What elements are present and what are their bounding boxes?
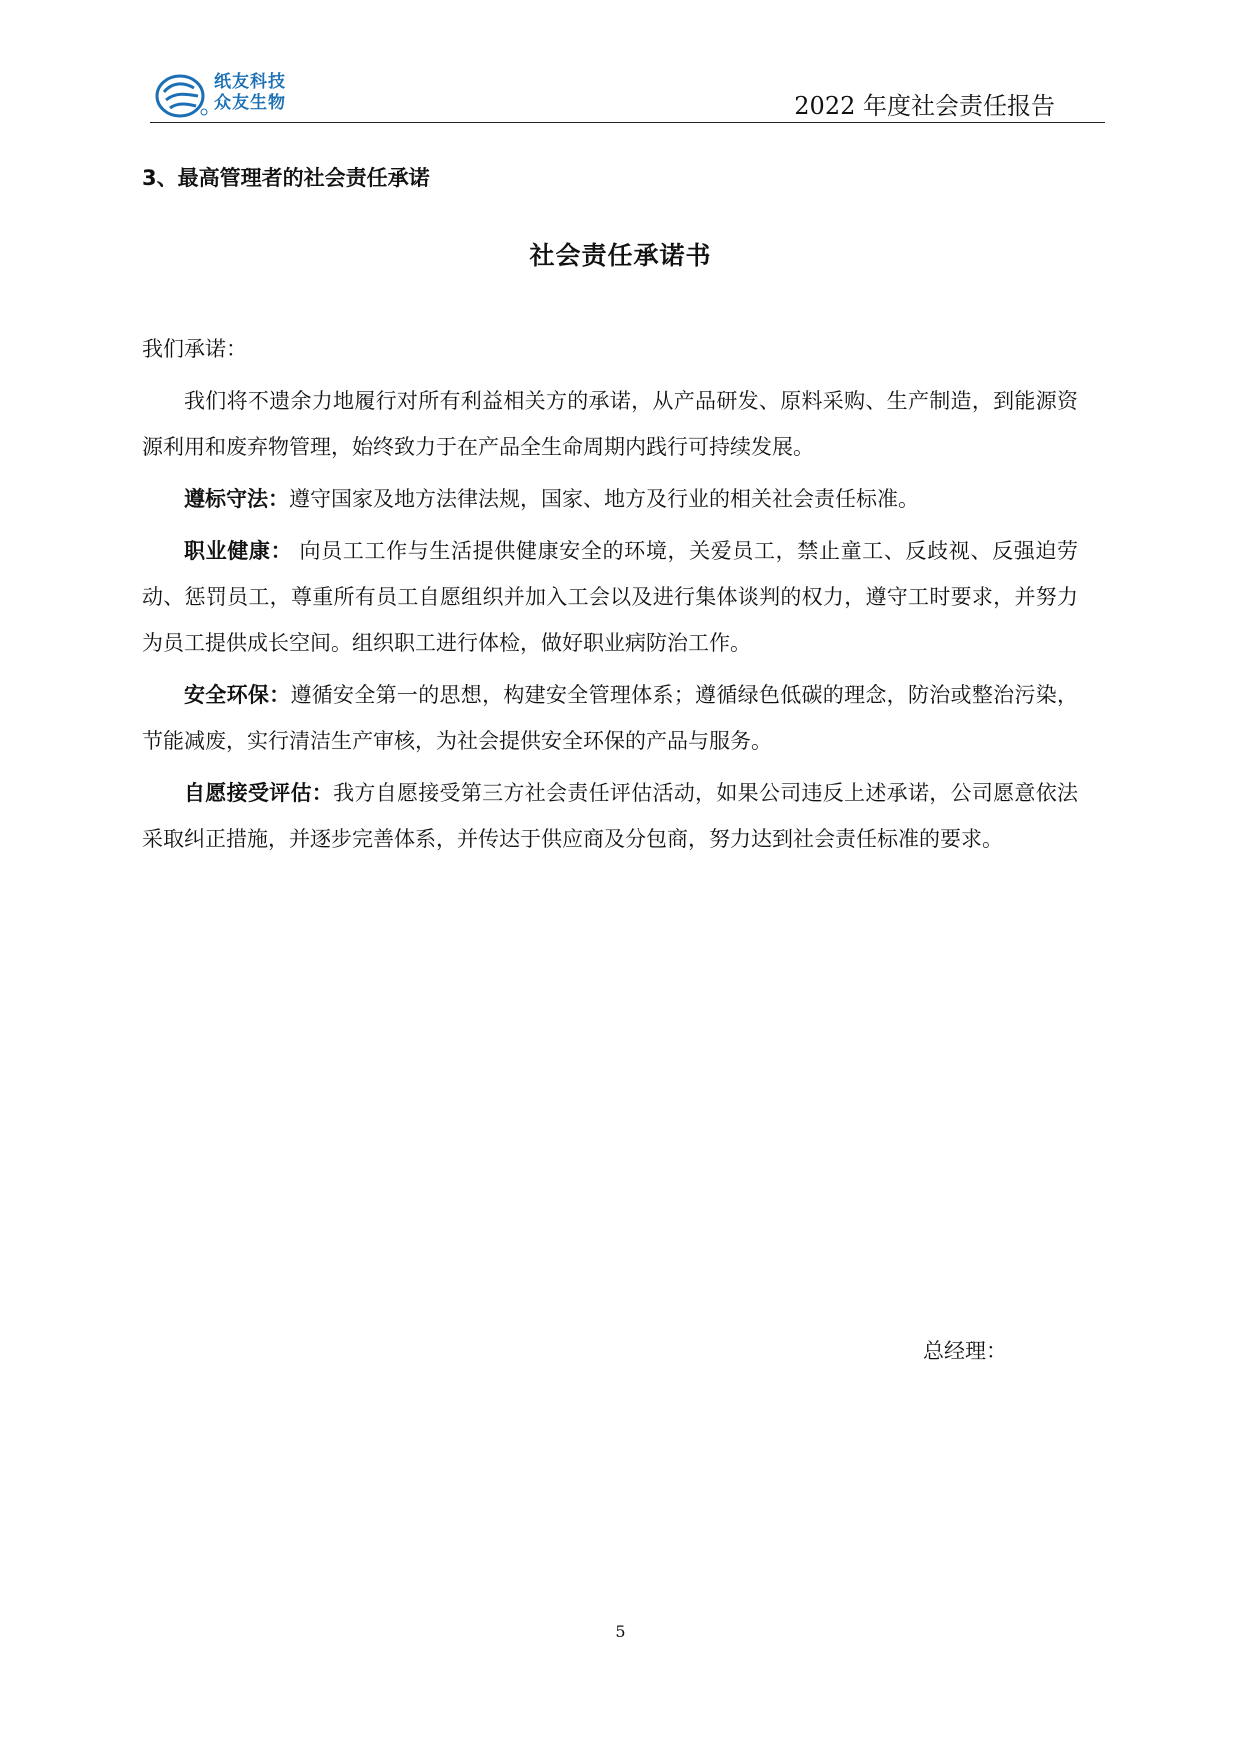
commitment-lead: 遵标守法： bbox=[184, 487, 289, 511]
document-title: 社会责任承诺书 bbox=[529, 241, 712, 270]
commitment-text: 向员工工作与生活提供健康安全的环境，关爱员工，禁止童工、反歧视、反强迫劳动、惩罚员工，尊重所有员工自愿组织并加入工会以及进行集体谈判的权力，遵守工时要求，并努力为员工提供成长空间。组织职工进行体检，做好职业病防治工作。 bbox=[142, 539, 1079, 655]
company-logo-icon bbox=[154, 72, 210, 120]
commitment-paragraph-safety bbox=[142, 672, 1078, 764]
greeting: 我们承诺： bbox=[142, 337, 247, 361]
commitment-text: 我方自愿接受第三方社会责任评估活动，如果公司违反上述承诺，公司愿意依法采取纠正措施，并逐步完善体系，并传达于供应商及分包商，努力达到社会责任标准的要求。 bbox=[142, 781, 1079, 851]
page-header bbox=[150, 64, 1105, 124]
commitment-text: 遵守国家及地方法律法规，国家、地方及行业的相关社会责任标准。 bbox=[289, 487, 919, 511]
page-number: 5 bbox=[615, 1622, 626, 1641]
commitment-paragraph-health bbox=[142, 528, 1078, 666]
commitment-paragraph-compliance bbox=[142, 476, 1078, 522]
commitment-lead: 安全环保： bbox=[184, 683, 291, 707]
commitment-lead: 自愿接受评估： bbox=[184, 781, 334, 805]
header-divider bbox=[150, 122, 1105, 123]
commitment-paragraph-assessment bbox=[142, 770, 1078, 862]
commitment-text: 遵循安全第一的思想，构建安全管理体系；遵循绿色低碳的理念，防治或整治污染，节能减废，实行清洁生产审核，为社会提供安全环保的产品与服务。 bbox=[142, 683, 1079, 753]
intro-paragraph: 我们将不遗余力地履行对所有利益相关方的承诺，从产品研发、原料采购、生产制造，到能源资源利用和废弃物管理，始终致力于在产品全生命周期内践行可持续发展。 bbox=[142, 389, 1078, 459]
commitment-lead: 职业健康： bbox=[184, 539, 293, 563]
document-body bbox=[142, 326, 1078, 862]
report-title: 2022 年度社会责任报告 bbox=[794, 92, 1055, 120]
company-name-line-2: 众友生物 bbox=[214, 93, 286, 113]
company-name-line-1: 纸友科技 bbox=[214, 72, 286, 92]
signature-line: 总经理： bbox=[923, 1339, 1007, 1363]
section-heading: 3、最高管理者的社会责任承诺 bbox=[142, 166, 430, 190]
company-name bbox=[214, 72, 286, 114]
